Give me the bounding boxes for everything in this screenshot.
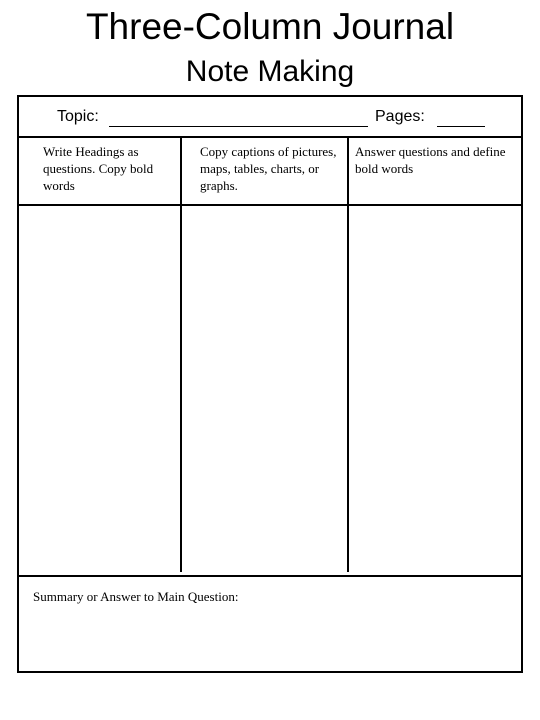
column-header-divider xyxy=(19,204,521,206)
topic-label: Topic: xyxy=(57,108,99,125)
topic-row xyxy=(19,97,521,138)
column-heading-3: Answer questions and define bold words xyxy=(355,144,506,176)
column-heading-1: Write Headings as questions. Copy bold words xyxy=(43,144,154,193)
journal-sheet xyxy=(17,95,523,673)
page-subtitle: Note Making xyxy=(185,55,355,88)
column-heading-2: Copy captions of pictures, maps, tables, charts, or graphs. xyxy=(200,144,337,193)
summary-divider xyxy=(19,575,521,577)
page-title: Three-Column Journal xyxy=(85,6,455,47)
pages-blank-line[interactable] xyxy=(437,126,485,127)
pages-label: Pages: xyxy=(375,108,425,125)
summary-label: Summary or Answer to Main Question: xyxy=(33,589,239,604)
topic-blank-line[interactable] xyxy=(109,126,368,127)
